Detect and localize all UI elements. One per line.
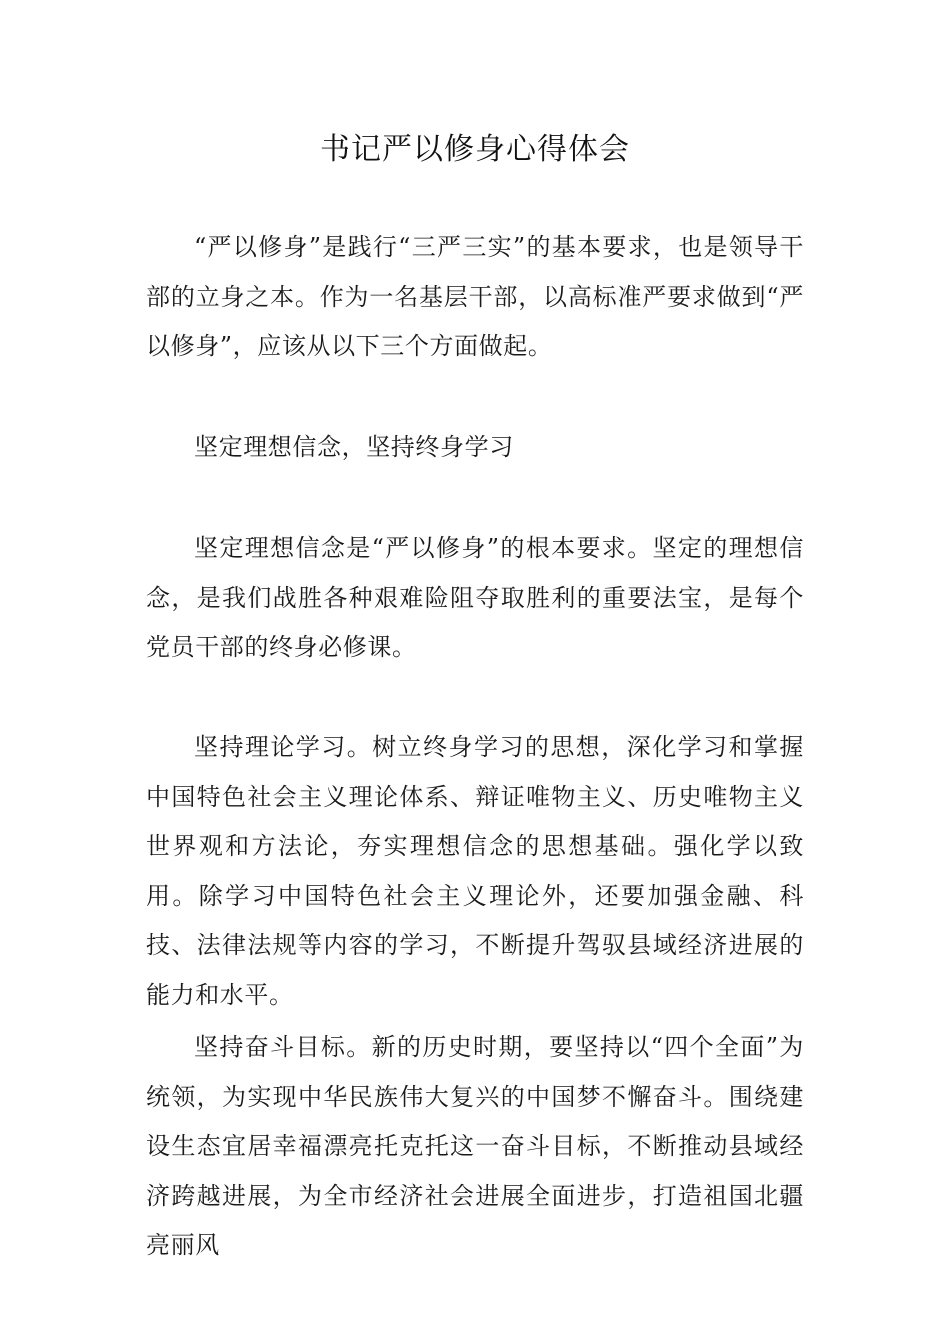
body-paragraph: 坚定理想信念是“严以修身”的根本要求。坚定的理想信念，是我们战胜各种艰难险阻夺取胜利的重要法宝，是每个党员干部的终身必修课。	[146, 534, 804, 661]
intro-paragraph: “严以修身”是践行“三严三实”的基本要求，也是领导干部的立身之本。作为一名基层干部，以高标准严要求做到“严以修身”，应该从以下三个方面做起。	[146, 233, 804, 360]
document-title: 书记严以修身心得体会	[320, 132, 630, 167]
body-paragraph: 坚持奋斗目标。新的历史时期，要坚持以“四个全面”为统领，为实现中华民族伟大复兴的中国梦不懈奋斗。围绕建设生态宜居幸福漂亮托克托这一奋斗目标，不断推动县域经济跨越进展，为全市经济社会进展全面进步，打造祖国北疆亮丽风	[146, 1033, 804, 1259]
body-paragraph: 坚持理论学习。树立终身学习的思想，深化学习和掌握中国特色社会主义理论体系、辩证唯物主义、历史唯物主义世界观和方法论，夯实理想信念的思想基础。强化学以致用。除学习中国特色社会主义理论外，还要加强金融、科技、法律法规等内容的学习，不断提升驾驭县域经济进展的能力和水平。	[146, 733, 804, 1009]
section-heading: 坚定理想信念，坚持终身学习	[194, 433, 514, 461]
